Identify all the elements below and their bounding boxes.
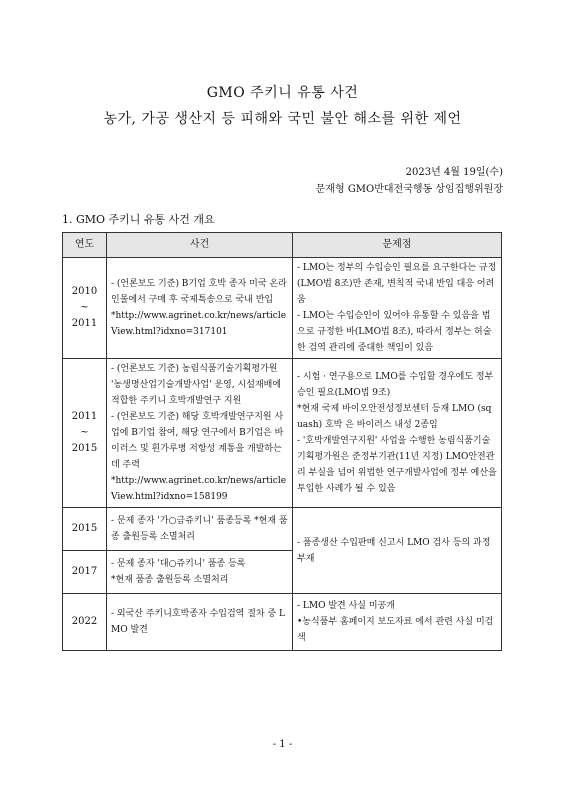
header-case: 사건	[107, 233, 293, 258]
document-subtitle: 농가, 가공 생산지 등 피해와 국민 불안 해소를 위한 제언	[103, 111, 462, 127]
row-case: - 문제 종자 '가○금쥬키니' 품종등록 *현재 품종 출원등록 소멸처리	[107, 508, 293, 551]
row-case: - 문제 종자 '대○쥬키니' 품종 등록 *현재 품종 출원등록 소멸처리	[107, 551, 293, 594]
page-number: - 1 -	[272, 739, 293, 750]
row-case: - 외국산 주키니호박종자 수입검역 절차 중 LMO 발견	[107, 594, 293, 651]
table-row	[63, 258, 502, 359]
header-year: 연도	[63, 233, 107, 258]
table-row	[63, 359, 502, 508]
table-row	[63, 594, 502, 651]
row-year: 2011 ~ 2015	[63, 359, 107, 508]
document-author: 문재형 GMO반대전국행동 상임집행위원장	[315, 184, 503, 195]
row-year: 2022	[63, 594, 107, 651]
document-title: GMO 주키니 유통 사건	[206, 85, 359, 101]
section-title: 1. GMO 주키니 유통 사건 개요	[62, 213, 215, 226]
table-header-row	[63, 233, 502, 258]
row-year: 2010 ~ 2011	[63, 258, 107, 359]
document-date: 2023년 4월 19일(수)	[405, 167, 503, 178]
row-case: - (언론보도 기준) B기업 호박 종자 미국 온라인몰에서 구매 후 국제특송으로 국내 반입 *http://www.agrinet.co.kr/news/articleView.html?idxno=317101	[107, 258, 293, 359]
row-problem: - LMO 발견 사실 미공개 •농식품부 홈페이지 보도자료 에서 관련 사실 미검색	[293, 594, 502, 651]
row-year: 2017	[63, 551, 107, 594]
row-problem: - LMO는 정부의 수입승인 필요를 요구한다는 규정 (LMO법 8조)만 존재, 변칙적 국내 반입 대응 어려움 - LMO는 수입승인이 있어야 유통할 수 있음을 법으로 규정한 바(LMO법 8조), 따라서 정부는 허술한 검역 관리에 중대한 책임이 있음	[293, 258, 502, 359]
row-year: 2015	[63, 508, 107, 551]
table-row	[63, 508, 502, 551]
row-case: - (언론보도 기준) 농림식품기술기획평가원 '농생명산업기술개발사업' 운영, 시설재배에 적합한 주키니 호박개발연구 지원 - (언론보도 기준) 해당 호박개발연구지원 사업에 B기업 참여, 해당 연구에서 B기업은 바이러스 및 흰가루병 저항성 계통을 개발하는데 주력 *http://www.agrinet.co.kr/news/articleView.html?idxno=158199	[107, 359, 293, 508]
row-problem: - 시험 · 연구용으로 LMO를 수입할 경우에도 정부 승인 필요(LMO법 9조) *현재 국제 바이오안전성정보센터 등재 LMO (squash) 호박 은 바이러스 내성 2종임 - '호박개발연구지원' 사업을 수행한 농림식품기술기획평가원은 준정부기관(11년 지정) LMO안전관리 부실을 넘어 위법한 연구개발사업에 정부 예산을 투입한 사례가 될 수 있음	[293, 359, 502, 508]
incident-table	[62, 232, 502, 651]
row-problem: - 품종생산 수입판매 신고시 LMO 검사 등의 과정 부재	[293, 508, 502, 594]
header-problem: 문제점	[293, 233, 502, 258]
